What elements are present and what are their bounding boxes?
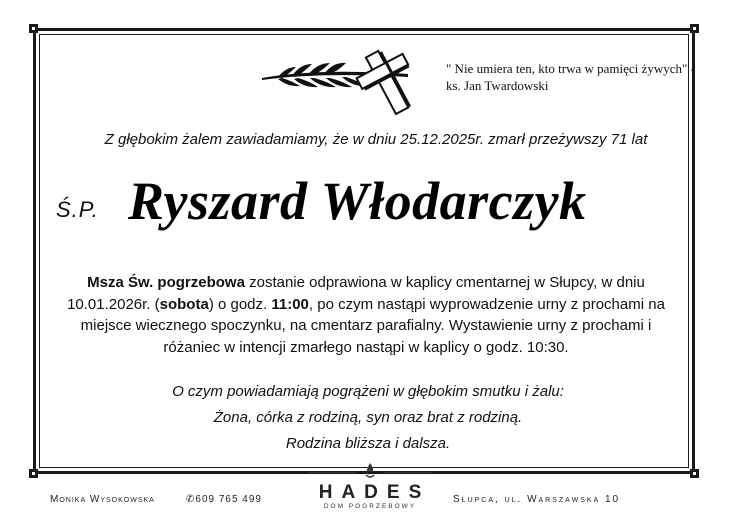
mass-label: Msza Św. pogrzebowa <box>87 274 245 291</box>
details-text: ) o godz. <box>208 295 272 313</box>
corner-ornament <box>29 24 38 33</box>
relatives-line: Rodzina bliższa i dalsza. <box>285 435 451 452</box>
flame-icon <box>363 462 377 480</box>
quote: " Nie umiera ten, kto trwa w pamięci żywych" - ks. Jan Twardowski <box>446 61 695 93</box>
logo-rule <box>308 472 356 473</box>
details-text: , po czym nastąpi wyprowadzenie urny z prochami na miejsce wiecznego spoczynku, na cmentarz parafialny. Wystawienie urny z prochami i różaniec w intencji zmarłego nastąpi w kaplicy o godz. 10:30. <box>80 295 665 356</box>
name-prefix: Ś.P. <box>56 197 99 222</box>
logo-name: HADES <box>318 482 431 503</box>
logo-tagline: DOM POGRZEBOWY <box>323 503 417 510</box>
funeral-details <box>60 272 672 358</box>
closing-line: O czym powiadamiają pogrążeni w głębokim smutku i żalu: <box>172 383 564 400</box>
corner-ornament <box>690 469 699 478</box>
cross-with-palm-branch-icon <box>258 44 440 116</box>
contact-name: Monika Wysokowska <box>50 494 155 505</box>
corner-ornament <box>690 24 699 33</box>
hades-logo <box>300 462 440 516</box>
announcement-intro: Z głębokim żalem zawiadamiamy, że w dniu 25.12.2025r. zmarł przeżywszy 71 lat <box>104 131 648 148</box>
day-label: sobota <box>159 295 209 313</box>
logo-rule <box>384 472 432 473</box>
details-text: zostanie odprawiona w kaplicy cmentarnej w Słupcy, w dniu 10.01.2026r. ( <box>67 274 645 313</box>
corner-ornament <box>29 469 38 478</box>
time-label: 11:00 <box>271 295 309 313</box>
address: Słupca, ul. Warszawska 10 <box>453 494 621 505</box>
deceased-name: Ryszard Włodarczyk <box>128 171 587 231</box>
phone-number: ✆609 765 499 <box>186 494 262 505</box>
family-line: Żona, córka z rodziną, syn oraz brat z rodziną. <box>213 409 523 426</box>
